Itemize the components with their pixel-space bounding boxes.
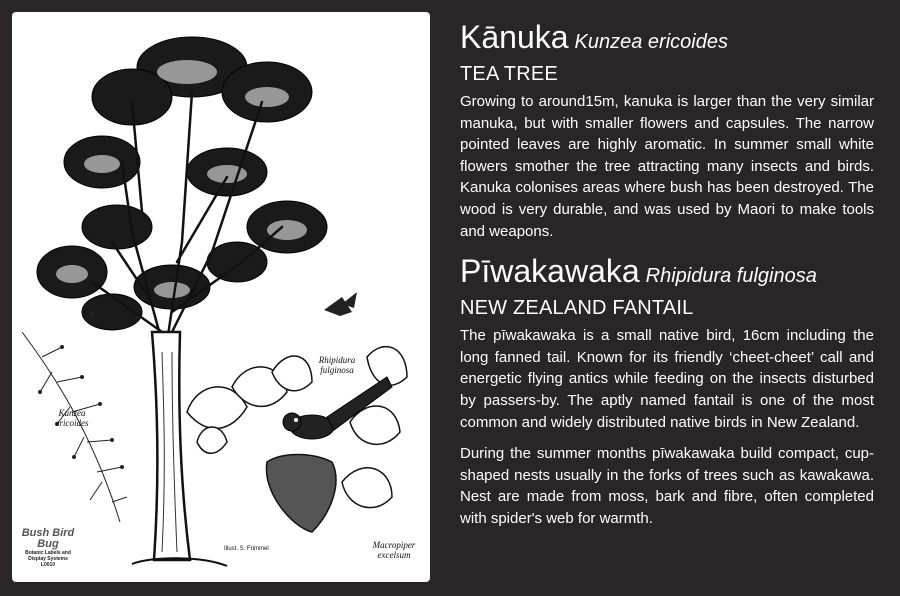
logo-tagline: Botanic Labels and Display Systems <box>25 550 71 562</box>
piwakawaka-description-1: The pīwakawaka is a small native bird, 16cm including the long fanned tail. Known for its friendly ‘cheet-cheet’ call and energetic flying antics while feeding on the insects disturbed by passers-by. The aptly named fantail is one of the most common and widely distributed native birds in New Zealand. <box>460 327 874 431</box>
piwakawaka-name: Pīwakawaka <box>460 253 640 290</box>
logo-name: Bush Bird Bug <box>21 527 75 550</box>
bush-bird-bug-logo <box>18 528 78 568</box>
insect <box>90 312 95 317</box>
illustrator-credit: Illust. S. Frimmel <box>224 546 269 552</box>
flying-fantail <box>324 292 357 316</box>
kanuka-description: Growing to around15m, kanuka is larger than the very similar manuka, but with smaller flowers and capsules. The narrow pointed leaves are highly aromatic. In summer small white flowers smother the tree attracting many insects and birds. Kanuka colonises areas where bush has been destroyed. The wood is very durable, and was used by Maori to make tools and weapons. <box>460 93 874 240</box>
piwakawaka-common-name: NEW ZEALAND FANTAIL <box>460 297 694 320</box>
bird-nest <box>266 455 335 533</box>
caption-rhipidura: Rhipidura fulginosa <box>318 355 356 375</box>
kanuka-name: Kānuka <box>460 19 569 55</box>
piwakawaka-heading <box>460 252 874 295</box>
caption-kunzea: Kunzea ericoides <box>55 408 89 428</box>
illustration-panel <box>12 12 430 582</box>
info-text <box>460 18 874 540</box>
kanuka-heading <box>460 18 874 61</box>
botanical-illustration <box>12 12 430 582</box>
kanuka-latin: Kunzea ericoides <box>574 31 728 53</box>
tree-trunk <box>152 332 190 560</box>
piwakawaka-latin: Rhipidura fulginosa <box>645 265 817 288</box>
caption-macropiper: Macropiper excelsum <box>372 540 416 560</box>
kanuka-common-name: TEA TREE <box>460 63 558 85</box>
logo-code: L0010 <box>40 562 56 568</box>
piwakawaka-description-2: During the summer months pīwakawaka build compact, cup-shaped nests usually in the forks of trees such as kawakawa. Nest are made from moss, bark and fibre, often completed with spider's web for warmth. <box>460 445 874 527</box>
